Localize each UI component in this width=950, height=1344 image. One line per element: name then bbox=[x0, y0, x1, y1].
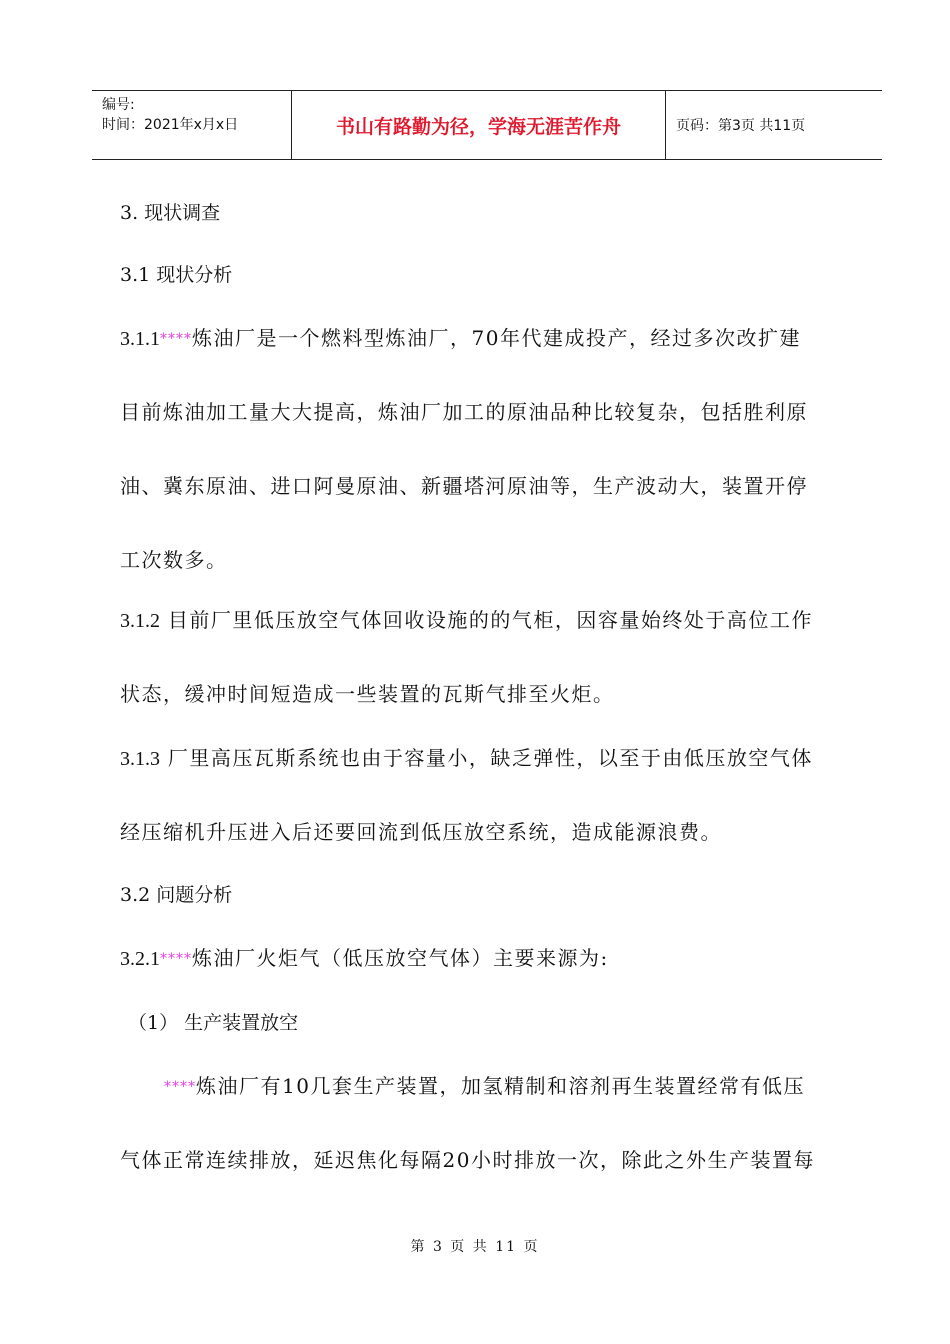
section-number: 3.1.3 bbox=[120, 748, 160, 770]
paragraph-3-1-3 bbox=[120, 742, 850, 890]
redacted-mark: **** bbox=[160, 331, 192, 347]
line-text: 厂里高压瓦斯系统也由于容量小，缺乏弹性，以至于由低压放空气体 bbox=[167, 746, 813, 770]
paragraph-item-1 bbox=[120, 1070, 850, 1218]
page-header bbox=[92, 90, 882, 160]
paragraph-3-2-1 bbox=[120, 942, 850, 1016]
section-number: 3.2.1 bbox=[120, 948, 160, 970]
text-line: 油、冀东原油、进口阿曼原油、新疆塔河原油等，生产波动大，装置开停 bbox=[120, 474, 808, 498]
text-line: 目前炼油加工量大大提高，炼油厂加工的原油品种比较复杂，包括胜利原 bbox=[120, 400, 808, 424]
doc-time-label: 时间：2021年x月x日 bbox=[102, 117, 239, 133]
motto-text: 书山有路勤为径，学海无涯苦作舟 bbox=[335, 115, 621, 138]
paragraph-3-1-2 bbox=[120, 604, 850, 752]
heading-3-1: 3.1 现状分析 bbox=[120, 264, 233, 286]
heading-3-2: 3.2 问题分析 bbox=[120, 884, 233, 906]
text-line bbox=[120, 604, 850, 678]
section-number: 3.1.1 bbox=[120, 328, 160, 350]
page-label: 页码：第3页 共11页 bbox=[676, 118, 806, 134]
line-text: 炼油厂火炬气（低压放空气体）主要来源为: bbox=[192, 946, 609, 970]
header-motto bbox=[292, 91, 666, 159]
text-line bbox=[120, 942, 850, 1016]
text-line bbox=[120, 742, 850, 816]
header-meta bbox=[92, 91, 292, 159]
line-text: 炼油厂是一个燃料型炼油厂，70年代建成投产，经过多次改扩建 bbox=[192, 326, 801, 350]
text-line: 经压缩机升压进入后还要回流到低压放空系统，造成能源浪费。 bbox=[120, 820, 722, 844]
redacted-mark: **** bbox=[164, 1079, 196, 1095]
text-line: 气体正常连续排放，延迟焦化每隔20小时排放一次，除此之外生产装置每 bbox=[120, 1148, 815, 1172]
text-line bbox=[120, 322, 850, 396]
header-page-info bbox=[666, 91, 882, 159]
heading-3: 3. 现状调查 bbox=[120, 202, 221, 224]
text-line: 工次数多。 bbox=[120, 548, 228, 572]
list-item-1: （1） 生产装置放空 bbox=[128, 1012, 299, 1034]
text-line bbox=[120, 1070, 850, 1144]
line-text: 炼油厂有10几套生产装置，加氢精制和溶剂再生装置经常有低压 bbox=[196, 1074, 805, 1098]
paragraph-3-1-1 bbox=[120, 322, 850, 618]
doc-number-label: 编号: bbox=[102, 97, 135, 113]
line-text: 目前厂里低压放空气体回收设施的的气柜，因容量始终处于高位工作 bbox=[167, 608, 813, 632]
text-line: 状态，缓冲时间短造成一些装置的瓦斯气排至火炬。 bbox=[120, 682, 615, 706]
page-footer: 第 3 页 共 11 页 bbox=[410, 1239, 540, 1255]
section-number: 3.1.2 bbox=[120, 610, 160, 632]
redacted-mark: **** bbox=[160, 951, 192, 967]
